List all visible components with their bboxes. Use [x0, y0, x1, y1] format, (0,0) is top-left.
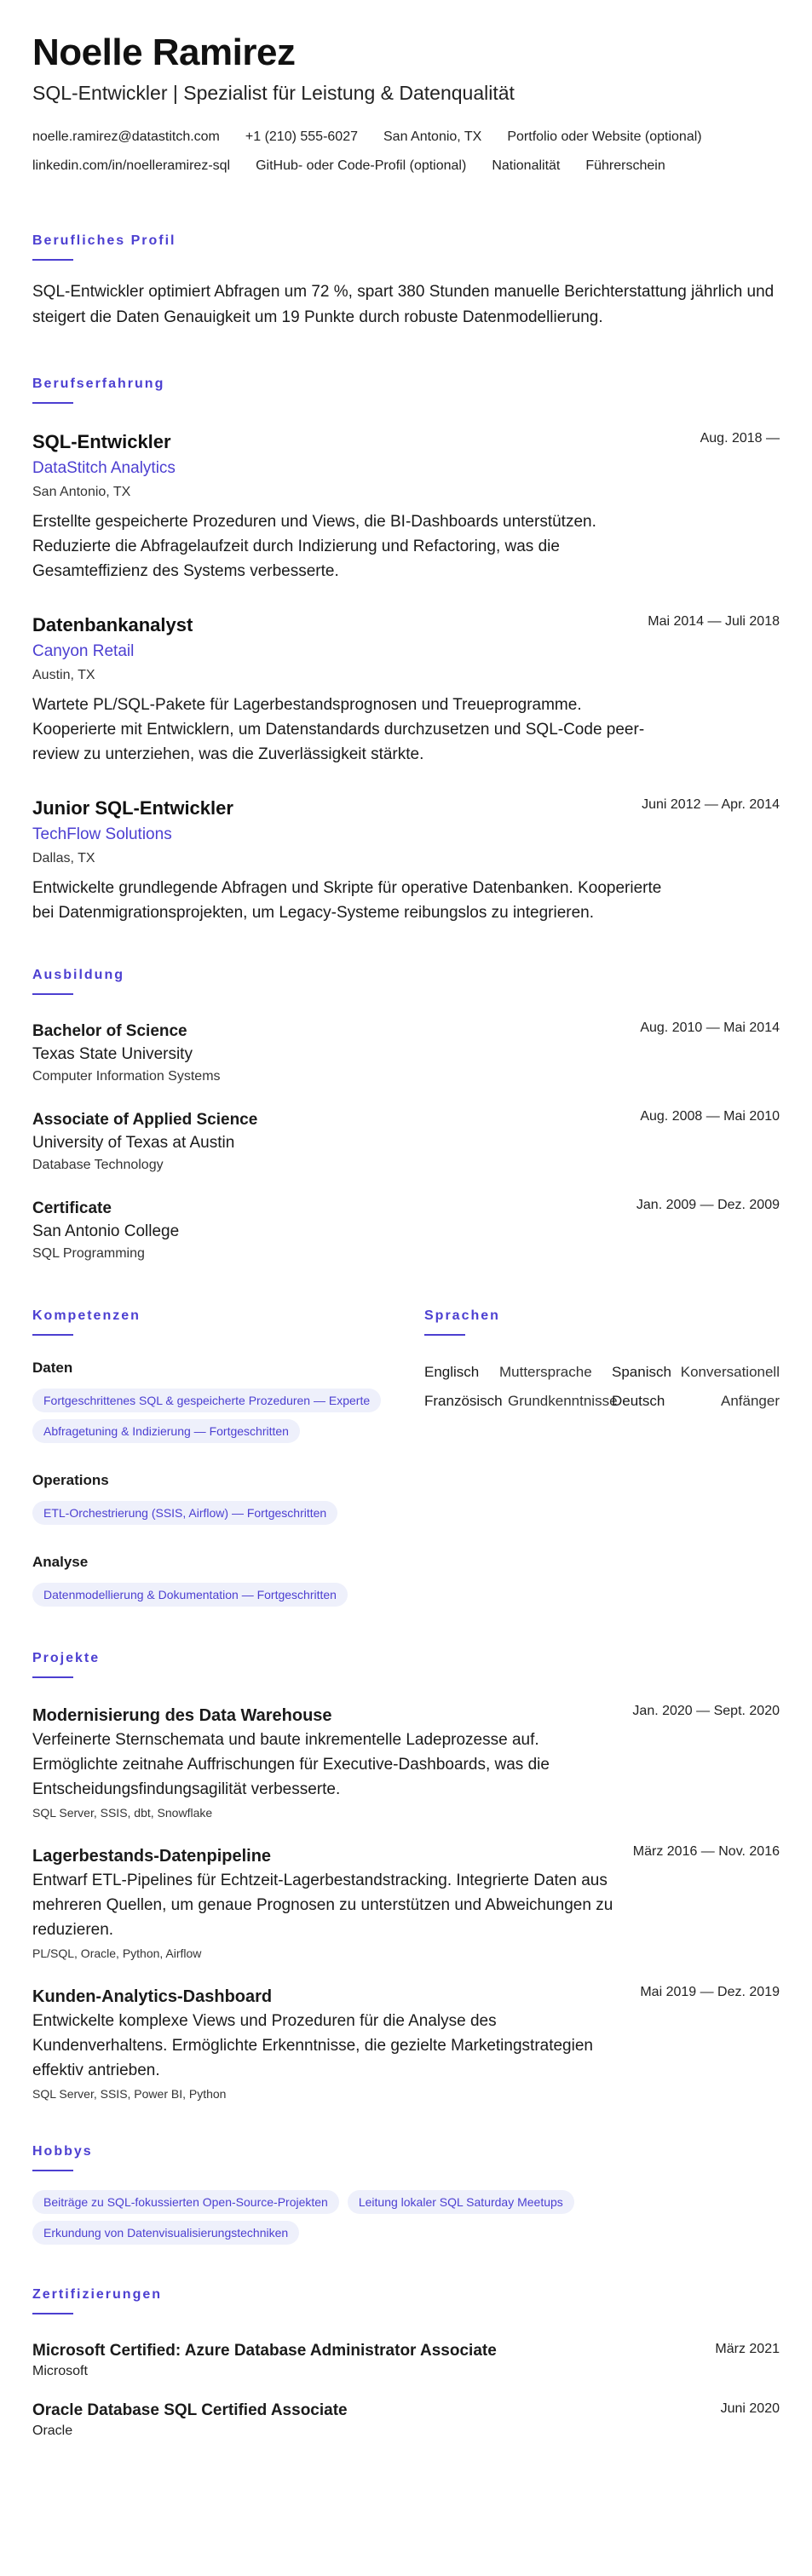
job-title: SQL-Entwickler	[32, 431, 171, 452]
project-description: Entwickelte komplexe Views und Prozeduren für die Analyse des Kundenverhaltens. Ermöglichte Erkenntnisse, die gezielte Marketingstrategien effektiv antrieben.	[32, 2012, 593, 2079]
job-location: Dallas, TX	[32, 851, 95, 865]
job-description: Entwickelte grundlegende Abfragen und Skripte für operative Datenbanken. Kooperierte bei Datenmigrationsprojekten, um Legacy-Systeme reibungslos zu integrieren.	[32, 879, 662, 922]
section-title-hobbies: Hobbys	[32, 2144, 93, 2159]
candidate-name: Noelle Ramirez	[32, 32, 296, 73]
section-title-certifications: Zertifizierungen	[32, 2287, 163, 2302]
language-row	[424, 1358, 780, 1387]
education-section	[32, 968, 780, 1264]
contact-location: San Antonio, TX	[383, 129, 482, 144]
skill-chip: ETL-Orchestrierung (SSIS, Airflow) — Fortgeschritten	[32, 1501, 337, 1525]
project-date: März 2016 — Nov. 2016	[632, 1844, 780, 1859]
contact-phone[interactable]: +1 (210) 555-6027	[245, 129, 358, 144]
job-title: Junior SQL-Entwickler	[32, 797, 233, 819]
profile-text: SQL-Entwickler optimiert Abfragen um 72 %, spart 380 Stunden manuelle Berichterstattung jährlich und steigert die Daten Genauigkeit um 19 Punkte durch robuste Datenmodellierung.	[32, 283, 775, 326]
languages-table	[424, 1358, 780, 1416]
job-title: Datenbankanalyst	[32, 614, 193, 635]
project-entry	[32, 1704, 780, 1822]
project-description: Entwarf ETL-Pipelines für Echtzeit-Lagerbestandstracking. Integrierte Daten aus mehreren Quellen, um genaue Prognosen zu unterstützen und Abweichungen zu reduzieren.	[32, 1872, 613, 1939]
job-description: Erstellte gespeicherte Prozeduren und Views, die BI-Dashboards unterstützen. Reduzierte die Abfragelaufzeit durch Indizierung und Refactoring, was die Gesamteffizienz des Systems verbesserte.	[32, 513, 596, 580]
certification-entry	[32, 2400, 780, 2441]
skills-languages-row	[32, 1308, 780, 1610]
cert-name: Oracle Database SQL Certified Associate	[32, 2401, 348, 2419]
section-title-profile: Berufliches Profil	[32, 233, 176, 248]
cert-name: Microsoft Certified: Azure Database Administrator Associate	[32, 2342, 497, 2360]
resume-header	[32, 32, 780, 181]
certifications-section	[32, 2287, 780, 2441]
hobby-chip: Leitung lokaler SQL Saturday Meetups	[348, 2190, 574, 2214]
skill-chips	[32, 1385, 407, 1446]
skill-chips	[32, 1579, 407, 1610]
profile-section	[32, 233, 780, 331]
hobby-chip: Erkundung von Datenvisualisierungstechniken	[32, 2221, 299, 2245]
education-entry	[32, 1021, 780, 1087]
job-date: Aug. 2018 —	[700, 431, 780, 446]
skill-group-title: Analyse	[32, 1554, 89, 1570]
job-date: Mai 2014 — Juli 2018	[648, 614, 780, 629]
edu-degree: Certificate	[32, 1199, 112, 1217]
job-description: Wartete PL/SQL-Pakete für Lagerbestandsprognosen und Treueprogramme. Kooperierte mit Entwicklern, um Datenstandards durchzusetzen und SQL-Code peer-review zu unterziehen, was die Zuverlässigkeit stärkte.	[32, 696, 645, 763]
section-title-languages: Sprachen	[424, 1308, 500, 1323]
language-row	[424, 1387, 780, 1416]
project-date: Mai 2019 — Dez. 2019	[640, 1985, 780, 1999]
language-name: Deutsch	[612, 1393, 665, 1409]
section-title-experience: Berufserfahrung	[32, 377, 165, 391]
job-company: TechFlow Solutions	[32, 825, 172, 843]
section-title-skills: Kompetenzen	[32, 1308, 141, 1323]
edu-field: SQL Programming	[32, 1246, 145, 1261]
skill-chip: Fortgeschrittenes SQL & gespeicherte Prozeduren — Experte	[32, 1389, 381, 1412]
education-entry	[32, 1109, 780, 1176]
edu-date: Aug. 2008 — Mai 2010	[640, 1109, 780, 1124]
skill-chip: Abfragetuning & Indizierung — Fortgeschritten	[32, 1419, 300, 1443]
skills-section	[32, 1308, 424, 1610]
contact-portfolio[interactable]: Portfolio oder Website (optional)	[507, 129, 702, 144]
job-date: Juni 2012 — Apr. 2014	[642, 797, 780, 812]
section-rule	[32, 1334, 73, 1336]
language-name: Englisch	[424, 1364, 480, 1380]
contact-email[interactable]: noelle.ramirez@datastitch.com	[32, 129, 220, 144]
section-rule	[32, 993, 73, 995]
edu-school: University of Texas at Austin	[32, 1134, 235, 1152]
hobby-chip: Beiträge zu SQL-fokussierten Open-Source-Projekten	[32, 2190, 339, 2214]
projects-section	[32, 1651, 780, 2103]
cert-date: März 2021	[715, 2342, 780, 2356]
edu-school: Texas State University	[32, 1045, 193, 1063]
project-entry	[32, 1985, 780, 2103]
edu-date: Jan. 2009 — Dez. 2009	[636, 1198, 780, 1212]
job-entry	[32, 796, 780, 925]
edu-date: Aug. 2010 — Mai 2014	[640, 1021, 780, 1035]
certification-entry	[32, 2340, 780, 2381]
section-title-projects: Projekte	[32, 1651, 101, 1665]
language-level: Konversationell	[680, 1364, 780, 1380]
job-company: DataStitch Analytics	[32, 459, 176, 477]
hobbies-section	[32, 2144, 780, 2248]
contact-list	[32, 123, 782, 181]
section-title-education: Ausbildung	[32, 968, 124, 982]
contact-linkedin[interactable]: linkedin.com/in/noelleramirez-sql	[32, 158, 231, 173]
edu-field: Computer Information Systems	[32, 1069, 221, 1084]
section-rule	[32, 1676, 73, 1678]
job-entry	[32, 429, 780, 584]
candidate-subtitle: SQL-Entwickler | Spezialist für Leistung & Datenqualität	[32, 82, 515, 104]
project-title: Lagerbestands-Datenpipeline	[32, 1847, 272, 1866]
experience-section	[32, 377, 780, 925]
skill-chip: Datenmodellierung & Dokumentation — Fortgeschritten	[32, 1583, 348, 1607]
cert-date: Juni 2020	[720, 2401, 780, 2416]
language-level: Grundkenntnisse	[508, 1393, 618, 1409]
job-entry	[32, 612, 780, 767]
project-tech: SQL Server, SSIS, dbt, Snowflake	[32, 1806, 213, 1820]
edu-degree: Bachelor of Science	[32, 1022, 187, 1040]
cert-org: Oracle	[32, 2424, 73, 2438]
skill-chips	[32, 1498, 407, 1528]
project-title: Modernisierung des Data Warehouse	[32, 1706, 332, 1725]
job-location: Austin, TX	[32, 668, 95, 682]
section-rule	[32, 2313, 73, 2314]
job-location: San Antonio, TX	[32, 485, 131, 499]
edu-degree: Associate of Applied Science	[32, 1111, 258, 1129]
contact-license: Führerschein	[585, 158, 665, 173]
project-tech: SQL Server, SSIS, Power BI, Python	[32, 2087, 227, 2101]
education-entry	[32, 1198, 780, 1264]
section-rule	[424, 1334, 465, 1336]
edu-field: Database Technology	[32, 1158, 164, 1172]
project-tech: PL/SQL, Oracle, Python, Airflow	[32, 1946, 202, 1960]
contact-github[interactable]: GitHub- oder Code-Profil (optional)	[256, 158, 467, 173]
languages-section	[424, 1308, 780, 1610]
language-level: Anfänger	[721, 1393, 780, 1409]
edu-school: San Antonio College	[32, 1222, 180, 1240]
section-rule	[32, 402, 73, 404]
skill-group-title: Operations	[32, 1472, 109, 1488]
language-name: Spanisch	[612, 1364, 671, 1380]
contact-nationality: Nationalität	[492, 158, 561, 173]
project-description: Verfeinerte Sternschemata und baute inkrementelle Ladeprozesse auf. Ermöglichte zeitnahe Auffrischungen für Executive-Dashboards, was die Entscheidungsfindungsagilität verbesserte.	[32, 1731, 550, 1798]
skill-group-title: Daten	[32, 1360, 73, 1376]
language-name: Französisch	[424, 1393, 503, 1409]
project-date: Jan. 2020 — Sept. 2020	[632, 1704, 780, 1718]
section-rule	[32, 2170, 73, 2171]
project-entry	[32, 1844, 780, 1963]
cert-org: Microsoft	[32, 2364, 88, 2378]
hobby-chips	[32, 2187, 782, 2248]
project-title: Kunden-Analytics-Dashboard	[32, 1987, 273, 2006]
section-rule	[32, 259, 73, 261]
language-level: Muttersprache	[499, 1364, 592, 1380]
job-company: Canyon Retail	[32, 642, 135, 660]
